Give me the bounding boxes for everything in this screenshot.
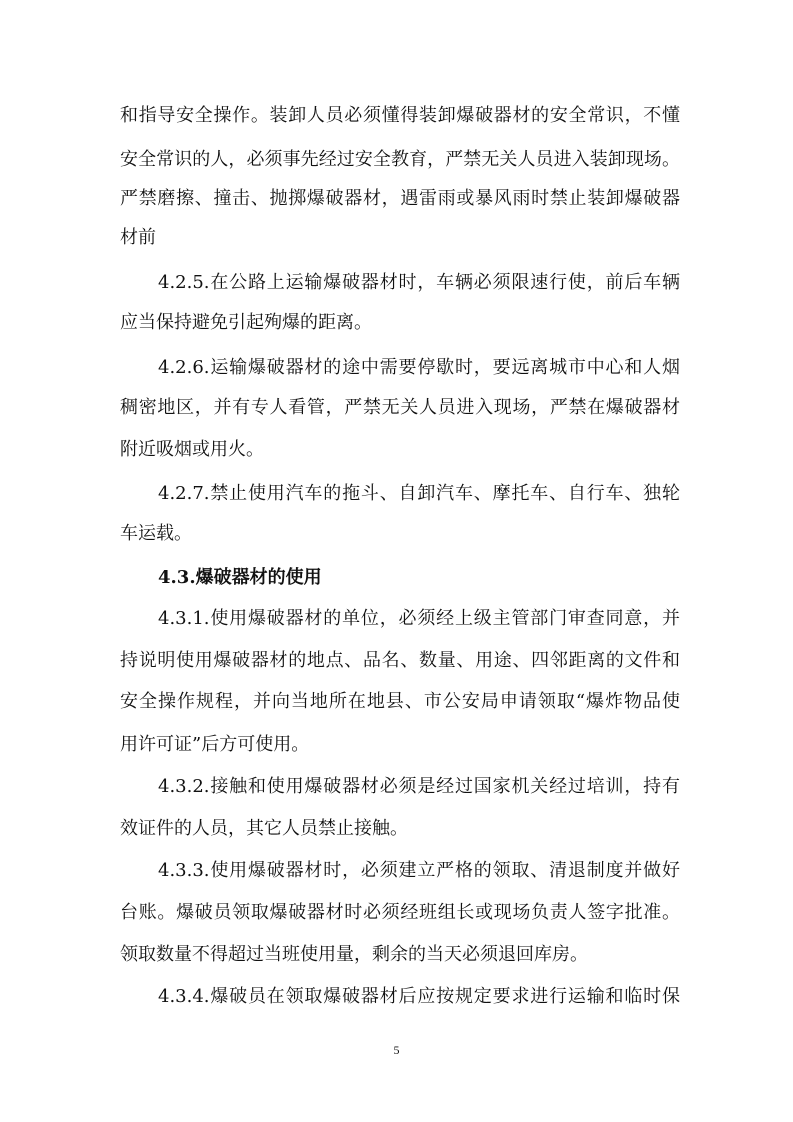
paragraph-line: 稠密地区，并有专人看管，严禁无关人员进入现场，严禁在爆破器材 — [120, 397, 680, 418]
paragraph-line: 台账。爆破员领取爆破器材时必须经班组长或现场负责人签字批准。 — [120, 902, 680, 923]
paragraph-line: 严禁磨擦、撞击、抛掷爆破器材，遇雷雨或暴风雨时禁止装卸爆破器 — [120, 188, 680, 209]
page-number: 5 — [393, 1043, 400, 1057]
paragraph-line: 材前 — [120, 227, 156, 248]
paragraph-line: 用许可证”后方可使用。 — [120, 734, 310, 755]
clause-4-2-5: 4.2.5.在公路上运输爆破器材时，车辆必须限速行使，前后车辆 — [158, 272, 680, 293]
clause-4-3-1: 4.3.1.使用爆破器材的单位，必须经上级主管部门审查同意，并 — [158, 608, 680, 629]
paragraph-line: 应当保持避免引起殉爆的距离。 — [120, 312, 372, 333]
paragraph-line: 领取数量不得超过当班使用量，剩余的当天必须退回库房。 — [120, 944, 588, 965]
clause-4-3-4: 4.3.4.爆破员在领取爆破器材后应按规定要求进行运输和临时保 — [158, 986, 680, 1007]
clause-4-2-6: 4.2.6.运输爆破器材的途中需要停歇时，要远离城市中心和人烟 — [158, 357, 680, 378]
clause-4-2-7: 4.2.7.禁止使用汽车的拖斗、自卸汽车、摩托车、自行车、独轮 — [158, 483, 680, 504]
clause-4-3-3: 4.3.3.使用爆破器材时，必须建立严格的领取、清退制度并做好 — [158, 860, 680, 881]
paragraph-line: 附近吸烟或用火。 — [120, 439, 264, 460]
paragraph-line: 安全常识的人，必须事先经过安全教育，严禁无关人员进入装卸现场。 — [120, 149, 680, 170]
clause-4-3-2: 4.3.2.接触和使用爆破器材必须是经过国家机关经过培训，持有 — [158, 776, 680, 797]
section-heading-4-3: 4.3.爆破器材的使用 — [158, 567, 322, 588]
paragraph-line: 安全操作规程，并向当地所在地县、市公安局申请领取“爆炸物品使 — [120, 691, 680, 712]
paragraph-line: 效证件的人员，其它人员禁止接触。 — [120, 818, 408, 839]
paragraph-line: 持说明使用爆破器材的地点、品名、数量、用途、四邻距离的文件和 — [120, 650, 680, 671]
paragraph-line: 车运载。 — [120, 523, 192, 544]
paragraph-line: 和指导安全操作。装卸人员必须懂得装卸爆破器材的安全常识，不懂 — [120, 105, 680, 126]
